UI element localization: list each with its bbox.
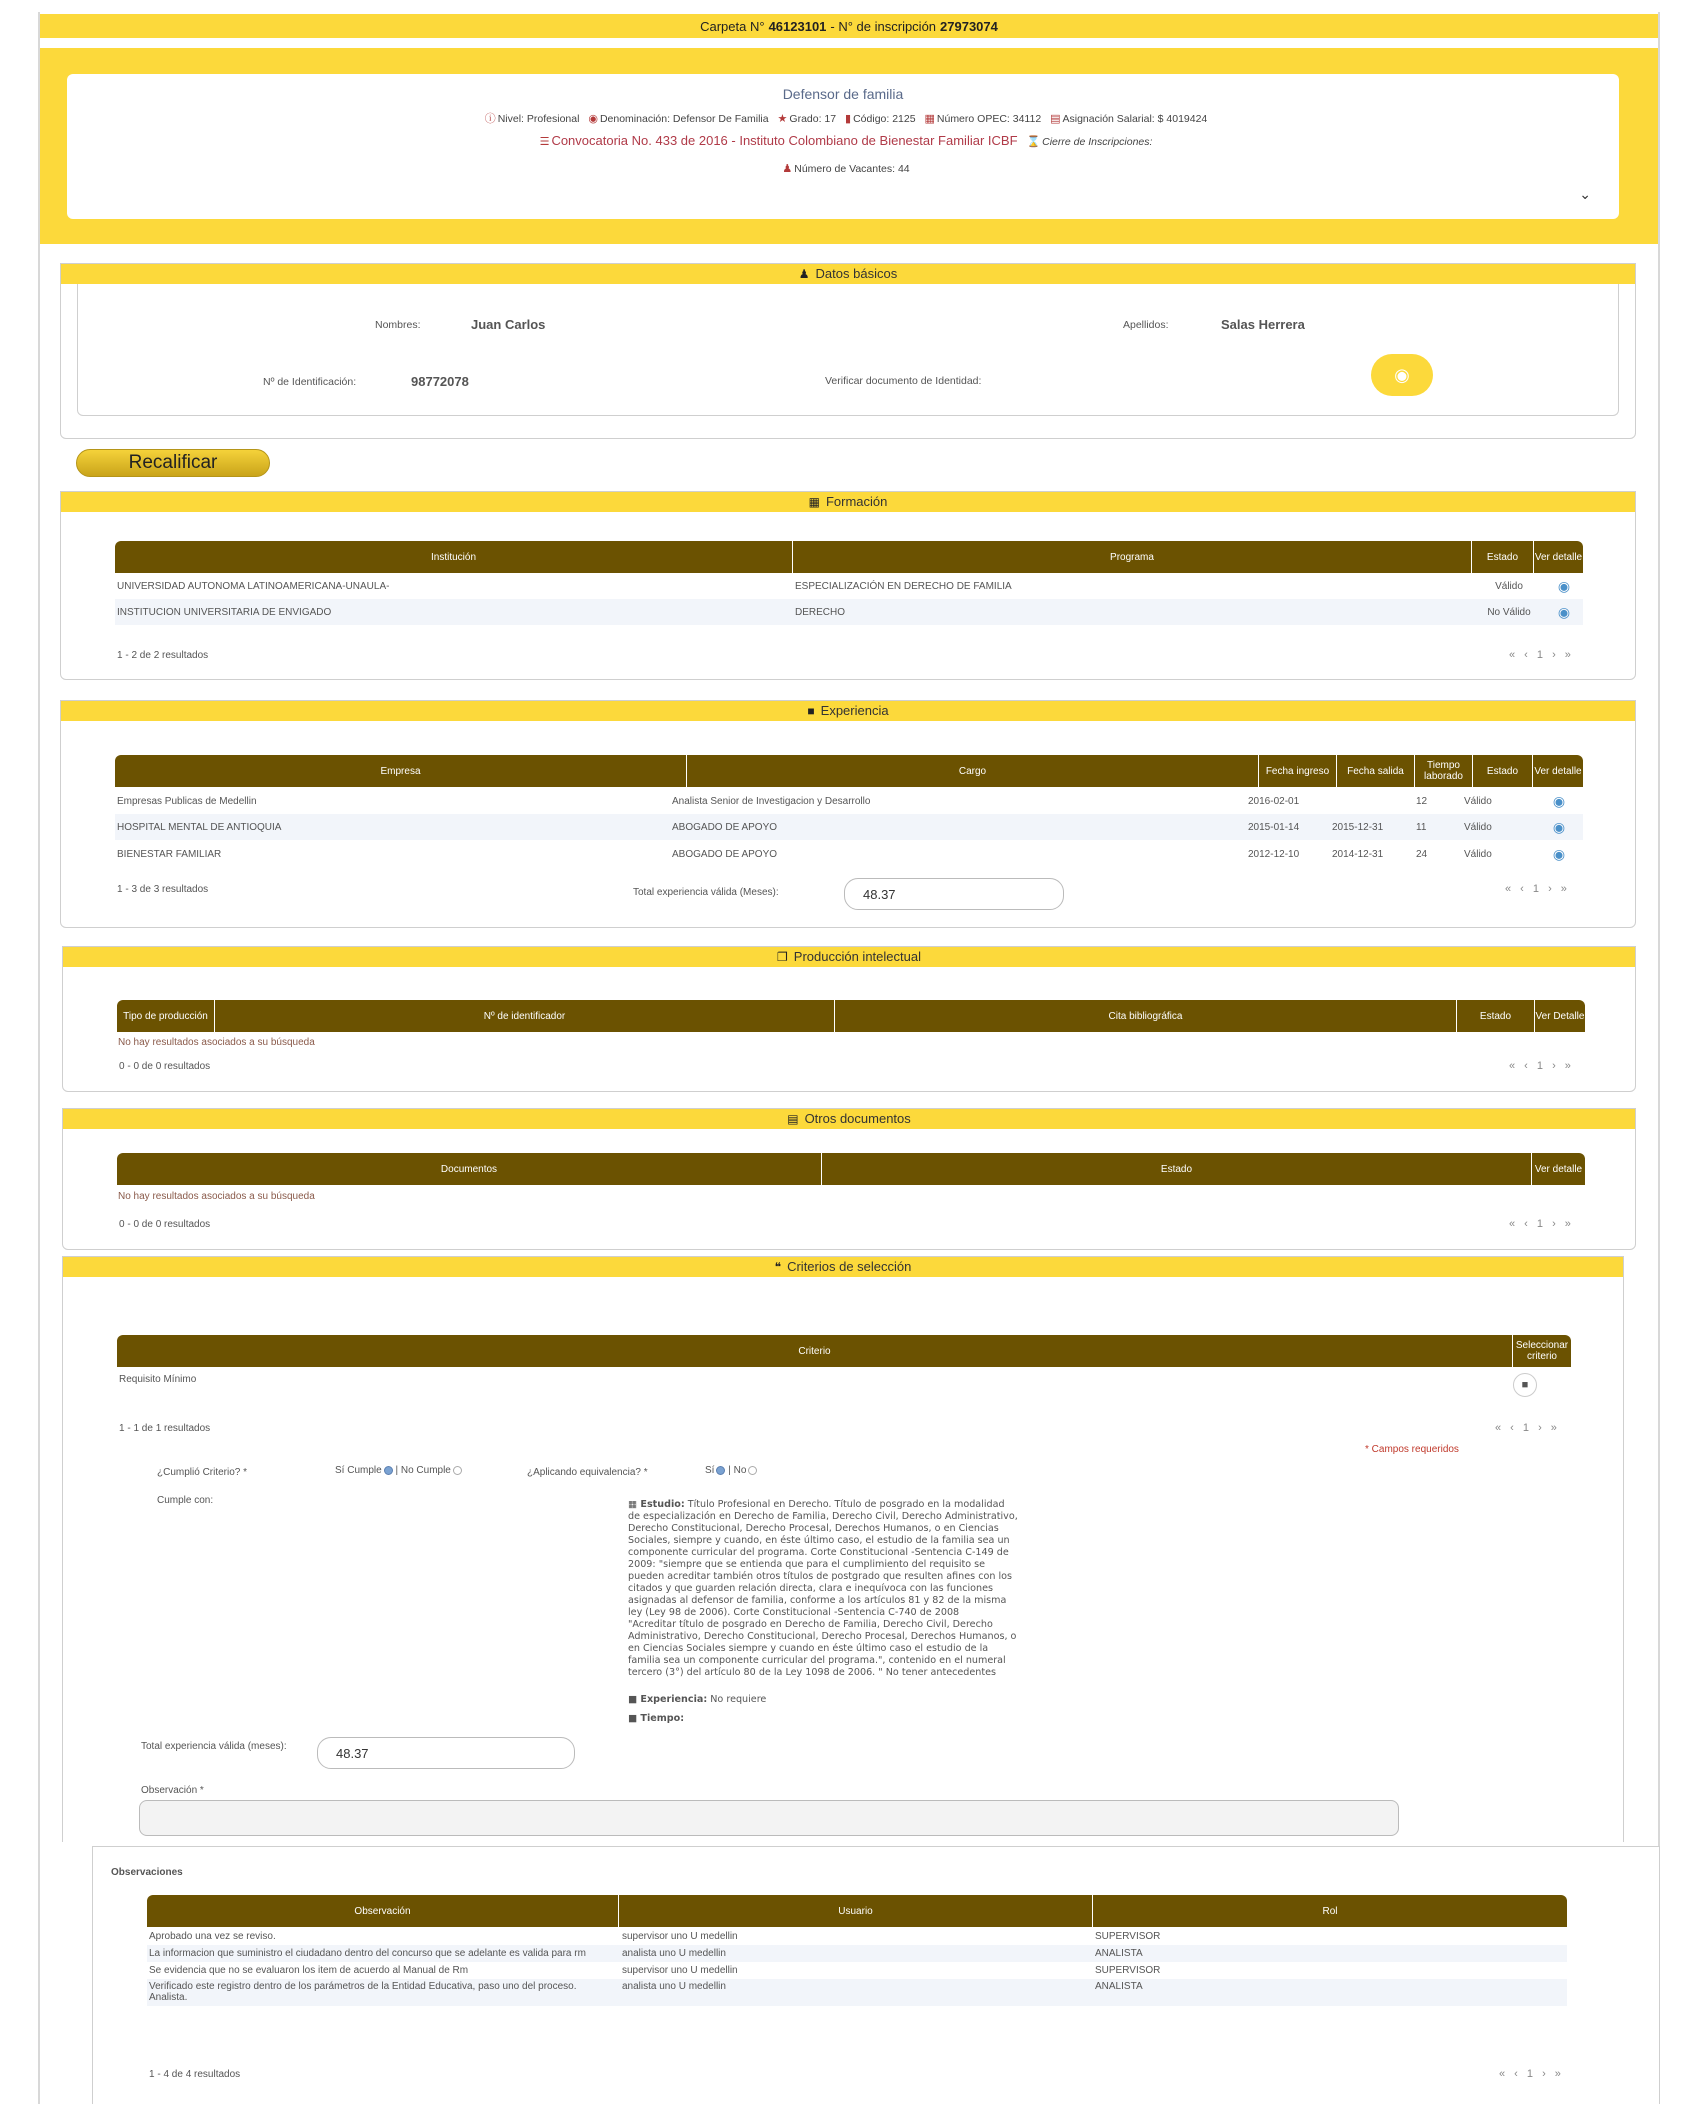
observaciones-title: Observaciones <box>111 1867 183 1878</box>
user-circle-icon: ◉ <box>588 113 598 125</box>
observaciones-table-header <box>147 1895 1567 1927</box>
formacion-panel <box>60 491 1636 680</box>
cell-fecha-ingreso: 2016-02-01 <box>1248 795 1300 807</box>
no-cumple-radio[interactable] <box>453 1466 462 1475</box>
cumplio-radio-group <box>335 1465 462 1476</box>
otros-pagination[interactable]: « ‹ 1 › » <box>1509 1218 1574 1230</box>
cell-cargo: ABOGADO DE APOYO <box>672 821 778 833</box>
formacion-pagination[interactable]: « ‹ 1 › » <box>1509 649 1574 661</box>
col-estado[interactable]: Estado <box>1457 1000 1535 1032</box>
observaciones-panel <box>92 1846 1660 2104</box>
observaciones-pagination[interactable]: « ‹ 1 › » <box>1499 2068 1564 2080</box>
quote-icon: ❝ <box>774 1260 782 1274</box>
convocatoria-link[interactable]: Convocatoria No. 433 de 2016 - Instituto Colombiano de Bienestar Familiar ICBF <box>551 133 1018 148</box>
cell-institucion: INSTITUCION UNIVERSITARIA DE ENVIGADO <box>117 606 332 618</box>
datos-basicos-panel <box>60 263 1636 439</box>
cell-programa: DERECHO <box>795 606 846 618</box>
formacion-title: Formación <box>825 494 888 509</box>
carpeta-number: 46123101 <box>768 18 827 34</box>
briefcase-icon: ■ <box>628 1694 641 1705</box>
carpeta-label: Carpeta N° <box>700 18 765 34</box>
eye-icon[interactable]: ◉ <box>1552 792 1566 809</box>
nombres-value: Juan Carlos <box>471 317 546 332</box>
otros-title: Otros documentos <box>804 1111 911 1126</box>
cell-cargo: ABOGADO DE APOYO <box>672 848 778 860</box>
obs-text: Verificado este registro dentro de los parámetros de la Entidad Educativa, paso uno del proceso. <box>149 1981 577 1992</box>
job-convocatoria-line <box>67 133 1619 148</box>
col-empresa[interactable]: Empresa <box>115 755 687 787</box>
col-estado[interactable]: Estado <box>822 1153 1532 1185</box>
col-rol[interactable]: Rol <box>1093 1895 1567 1927</box>
produccion-title: Producción intelectual <box>793 949 921 964</box>
recalificar-button[interactable]: Recalificar <box>76 449 270 477</box>
datos-basicos-title: Datos básicos <box>815 266 898 281</box>
table-row <box>147 1979 1567 2006</box>
table-row <box>115 573 1583 599</box>
col-criterio[interactable]: Criterio <box>117 1335 1513 1367</box>
info-icon: ⓘ <box>484 113 496 125</box>
experiencia-header <box>61 701 1635 721</box>
otros-panel <box>62 1108 1636 1250</box>
experiencia-title: Experiencia <box>820 703 889 718</box>
cell-rol: SUPERVISOR <box>1095 1965 1161 1976</box>
cumple-con-label: Cumple con: <box>157 1495 214 1506</box>
total-experiencia-label: Total experiencia válida (Meses): <box>633 887 779 898</box>
cell-tiempo: 24 <box>1416 848 1428 860</box>
tiempo-label: Tiempo: <box>640 1713 685 1724</box>
otros-results: 0 - 0 de 0 resultados <box>119 1219 211 1230</box>
col-ver-detalle: Ver detalle <box>1534 541 1583 573</box>
experiencia-pagination[interactable]: « ‹ 1 › » <box>1505 883 1570 895</box>
experiencia-label: Experiencia: <box>640 1694 708 1705</box>
total-experiencia-meses-field[interactable]: 48.37 <box>317 1737 575 1769</box>
eye-icon[interactable]: ◉ <box>1552 845 1566 862</box>
col-fecha-ingreso[interactable]: Fecha ingreso <box>1259 755 1337 787</box>
inscripcion-label: - N° de inscripción <box>830 18 937 34</box>
cell-rol: ANALISTA <box>1095 1981 1143 1992</box>
no-label: | No <box>728 1465 747 1476</box>
cell-programa: ESPECIALIZACIÓN EN DERECHO DE FAMILIA <box>795 580 1012 592</box>
total-experiencia-meses-label: Total experiencia válida (meses): <box>141 1741 287 1752</box>
users-icon: ♟ <box>798 267 810 281</box>
copy-icon: ❐ <box>777 950 788 964</box>
produccion-results: 0 - 0 de 0 resultados <box>119 1061 211 1072</box>
job-vacantes-line <box>67 162 1619 175</box>
criterios-panel <box>62 1256 1624 1842</box>
criterios-table-header <box>117 1335 1571 1367</box>
lock-icon[interactable]: ■ <box>1513 1373 1537 1397</box>
apellidos-label: Apellidos: <box>1123 319 1169 331</box>
cell-estado: Válido <box>1495 580 1523 592</box>
estudio-text: Título Profesional en Derecho. Título de posgrado en la modalidad de especialización en Derecho de Familia, Derecho Civil, Derecho Administrativo, Derecho Constitucional, Derecho Procesal, Derechos Humanos, o en Ciencias Sociales, siempre y cuando, en éste último caso, el estudio de la familia sea un componente curricular del programa. Corte Constitucional -Sentencia C-149 de 2009: "siempre que se entienda que para el cumplimiento del requisito se pueden acreditar también otros títulos de postgrado que resulten afines con los citados y que guarden relación directa, clara e inequívoca con las funciones asignadas al defensor de familia, conforme a los artículos 81 y 82 de la misma ley (Ley 98 de 2006). Corte Constitucional -Sentencia C-740 de 2008 "Acreditar título de posgrado en Derecho de Familia, Derecho Civil, Derecho Administrativo, Derecho Constitucional, Derecho Procesal, Derechos Humanos, o en Ciencias Sociales siempre y cuando en éste último caso el estudio de la familia sea un componente curricular del programa.", contenido en el numeral tercero (3°) del artículo 80 de la Ley 1098 de 2006. " No tener antecedentes <box>628 1499 1018 1678</box>
experiencia-results: 1 - 3 de 3 resultados <box>117 884 209 895</box>
carpeta-bar <box>40 14 1658 38</box>
users-icon: ♟ <box>782 163 793 175</box>
formacion-header <box>61 492 1635 512</box>
col-observacion[interactable]: Observación <box>147 1895 619 1927</box>
col-documentos[interactable]: Documentos <box>117 1153 822 1185</box>
table-row <box>147 1962 1567 1979</box>
no-radio[interactable] <box>748 1466 757 1475</box>
total-experiencia-field[interactable]: 48.37 <box>844 878 1064 910</box>
criterios-pagination[interactable]: « ‹ 1 › » <box>1495 1422 1560 1434</box>
table-row <box>147 1945 1567 1962</box>
experiencia-panel <box>60 700 1636 928</box>
job-denominacion: Denominación: Defensor De Familia <box>599 113 769 125</box>
cumplio-criterio-label: ¿Cumplió Criterio? * <box>157 1467 248 1478</box>
si-radio[interactable] <box>716 1466 725 1475</box>
col-seleccionar-criterio: Seleccionar criterio <box>1513 1335 1571 1367</box>
book-icon: ▦ <box>808 495 820 509</box>
col-cita[interactable]: Cita bibliográfica <box>835 1000 1457 1032</box>
col-institucion[interactable]: Institución <box>115 541 793 573</box>
cell-fecha-salida: 2015-12-31 <box>1332 821 1384 833</box>
no-cumple-label: | No Cumple <box>395 1465 451 1476</box>
estudio-block <box>628 1499 1088 1679</box>
produccion-table-header <box>117 1000 1585 1032</box>
col-ver-detalle: Ver detalle <box>1533 755 1583 787</box>
cell-empresa: HOSPITAL MENTAL DE ANTIOQUIA <box>117 821 282 833</box>
datos-basicos-header <box>61 264 1635 284</box>
verificar-label: Verificar documento de Identidad: <box>825 375 982 387</box>
file-icon: ▤ <box>787 1112 799 1126</box>
table-row <box>115 788 1583 814</box>
eye-icon: ◉ <box>1394 364 1410 385</box>
table-row <box>147 1928 1567 1945</box>
eye-icon[interactable]: ◉ <box>1557 577 1571 594</box>
col-tiempo-laborado[interactable]: Tiempo laborado <box>1415 755 1473 787</box>
col-estado[interactable]: Estado <box>1472 541 1534 573</box>
briefcase-icon: ■ <box>628 1713 641 1724</box>
si-cumple-radio[interactable] <box>384 1466 393 1475</box>
money-icon: ▤ <box>1050 113 1061 125</box>
job-opec: Número OPEC: 34112 <box>936 113 1042 125</box>
cell-usuario: analista uno U medellin <box>622 1948 726 1959</box>
si-cumple-label: Sí Cumple <box>335 1465 382 1476</box>
otros-empty: No hay resultados asociados a su búsqueda <box>118 1191 315 1202</box>
cell-observacion: Aprobado una vez se reviso. <box>149 1931 276 1942</box>
table-row <box>115 599 1583 625</box>
experiencia-text: No requiere <box>710 1694 767 1705</box>
cell-observacion: La informacion que suministro el ciudadano dentro del concurso que se adelante es valida para rm <box>149 1948 586 1959</box>
col-tipo-produccion[interactable]: Tipo de producción <box>117 1000 215 1032</box>
table-row <box>115 841 1583 867</box>
produccion-header <box>63 947 1635 967</box>
produccion-pagination[interactable]: « ‹ 1 › » <box>1509 1060 1574 1072</box>
campos-requeridos-note: * Campos requeridos <box>1365 1444 1459 1455</box>
col-fecha-salida[interactable]: Fecha salida <box>1337 755 1415 787</box>
cierre-inscripciones: Cierre de Inscripciones: <box>1042 136 1153 148</box>
eye-icon[interactable]: ◉ <box>1557 603 1571 620</box>
cell-estado: Válido <box>1464 795 1492 807</box>
cell-observacion <box>147 1981 620 2003</box>
col-usuario[interactable]: Usuario <box>619 1895 1093 1927</box>
cell-empresa: BIENESTAR FAMILIAR <box>117 848 222 860</box>
observaciones-results: 1 - 4 de 4 resultados <box>149 2069 241 2080</box>
chevron-down-icon[interactable]: ⌄ <box>1579 186 1591 202</box>
job-card <box>67 74 1619 219</box>
produccion-panel <box>62 946 1636 1092</box>
cell-usuario: analista uno U medellin <box>622 1981 726 1992</box>
experiencia-table-header <box>115 755 1583 787</box>
si-label: Sí <box>705 1465 715 1476</box>
table-row <box>115 814 1583 840</box>
identificacion-label: Nº de Identificación: <box>263 376 357 388</box>
experiencia-block <box>628 1694 766 1706</box>
equivalencia-label: ¿Aplicando equivalencia? * <box>527 1467 648 1478</box>
book-icon: ▦ <box>628 1499 641 1510</box>
job-details-line <box>67 110 1619 126</box>
col-estado[interactable]: Estado <box>1473 755 1533 787</box>
obs-text-2: Analista. <box>149 1992 188 2003</box>
tiempo-block <box>628 1713 684 1725</box>
col-ver-detalle: Ver Detalle <box>1535 1000 1585 1032</box>
cell-cargo: Analista Senior de Investigacion y Desarrollo <box>672 795 871 807</box>
formacion-results: 1 - 2 de 2 resultados <box>117 650 209 661</box>
cell-estado: Válido <box>1464 848 1492 860</box>
hourglass-icon: ⌛ <box>1026 136 1041 148</box>
otros-header <box>63 1109 1635 1129</box>
criterios-results: 1 - 1 de 1 resultados <box>119 1423 211 1434</box>
job-nivel: Nivel: Profesional <box>497 113 580 125</box>
star-icon: ★ <box>777 113 788 125</box>
cell-fecha-ingreso: 2015-01-14 <box>1248 821 1300 833</box>
observacion-label: Observación * <box>141 1785 204 1796</box>
produccion-empty: No hay resultados asociados a su búsqueda <box>118 1037 315 1048</box>
col-ver-detalle: Ver detalle <box>1532 1153 1585 1185</box>
job-title: Defensor de familia <box>782 86 904 102</box>
otros-table-header <box>117 1153 1585 1185</box>
criterio-requisito-minimo[interactable]: Requisito Mínimo <box>119 1374 197 1385</box>
datos-basicos-box <box>77 284 1619 416</box>
cell-tiempo: 12 <box>1416 795 1428 807</box>
inscripcion-number: 27973074 <box>940 18 998 34</box>
cell-rol: SUPERVISOR <box>1095 1931 1161 1942</box>
col-identificador[interactable]: Nº de identificador <box>215 1000 835 1032</box>
cell-empresa: Empresas Publicas de Medellin <box>117 795 257 807</box>
criterios-header <box>63 1257 1623 1277</box>
job-grado: Grado: 17 <box>789 113 837 125</box>
cell-tiempo: 11 <box>1416 821 1427 833</box>
cell-estado: No Válido <box>1487 606 1531 618</box>
col-programa[interactable]: Programa <box>793 541 1472 573</box>
job-codigo: Código: 2125 <box>853 113 916 125</box>
cell-usuario: supervisor uno U medellin <box>622 1965 738 1976</box>
nombres-label: Nombres: <box>375 319 421 331</box>
tag-icon: ▮ <box>845 113 852 125</box>
cell-fecha-ingreso: 2012-12-10 <box>1248 848 1300 860</box>
job-vacantes: Número de Vacantes: 44 <box>794 163 910 175</box>
cell-estado: Válido <box>1464 821 1492 833</box>
formacion-table-header <box>115 541 1583 573</box>
briefcase-icon: ■ <box>807 704 815 718</box>
col-cargo[interactable]: Cargo <box>687 755 1259 787</box>
cell-usuario: supervisor uno U medellin <box>622 1931 738 1942</box>
equivalencia-radio-group <box>705 1465 757 1476</box>
cell-rol: ANALISTA <box>1095 1948 1143 1959</box>
eye-icon[interactable]: ◉ <box>1552 818 1566 835</box>
cell-institucion: UNIVERSIDAD AUTONOMA LATINOAMERICANA-UNAULA- <box>117 580 390 592</box>
cell-observacion: Se evidencia que no se evaluaron los item de acuerdo al Manual de Rm <box>149 1965 469 1976</box>
criterios-title: Criterios de selección <box>787 1259 912 1274</box>
identificacion-value: 98772078 <box>411 374 469 389</box>
list-icon: ☰ <box>539 136 550 148</box>
observacion-textarea[interactable] <box>139 1800 1399 1836</box>
barcode-icon: ▦ <box>924 113 935 125</box>
job-asignacion: Asignación Salarial: $ 4019424 <box>1062 113 1208 125</box>
estudio-label: Estudio: <box>640 1499 685 1510</box>
cell-fecha-salida: 2014-12-31 <box>1332 848 1384 860</box>
apellidos-value: Salas Herrera <box>1221 317 1305 332</box>
verificar-documento-button[interactable] <box>1371 354 1433 396</box>
